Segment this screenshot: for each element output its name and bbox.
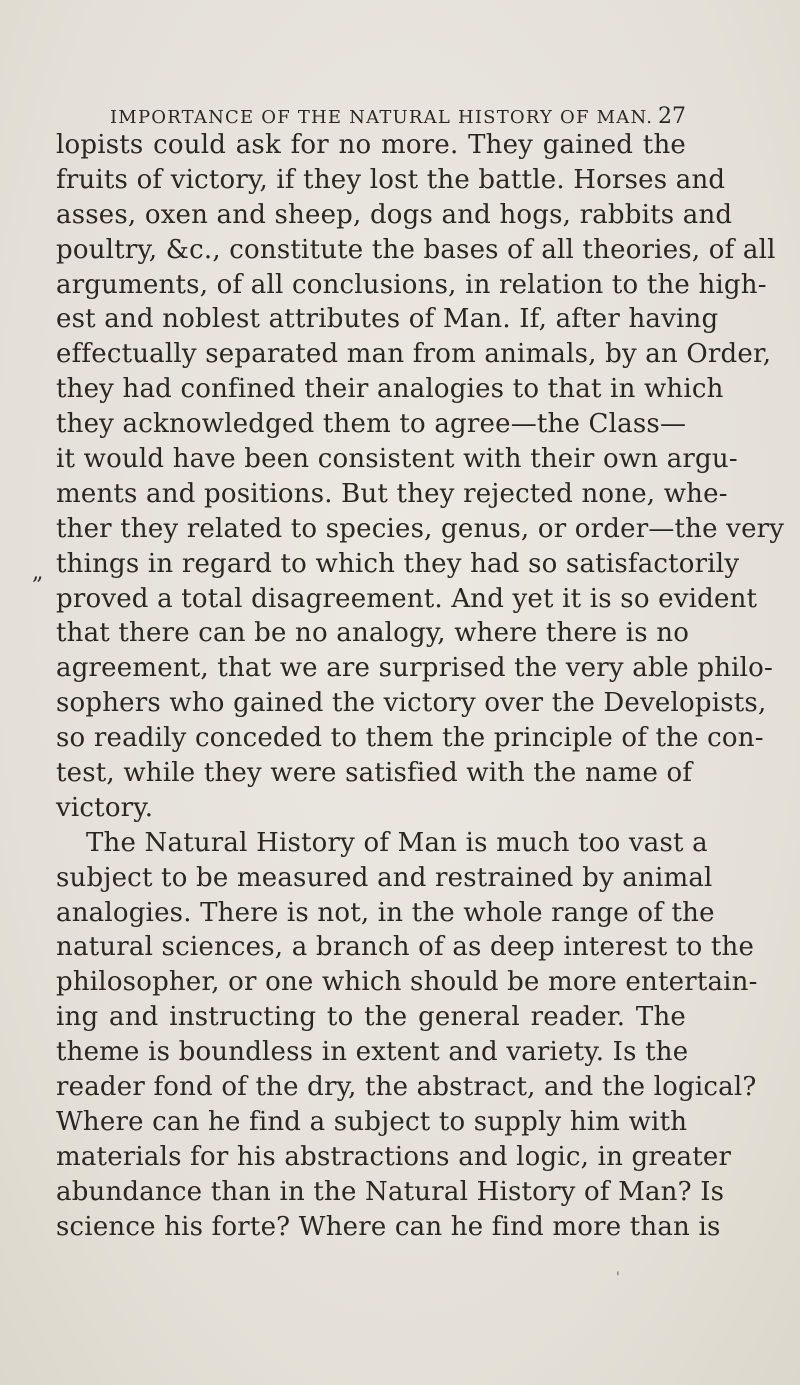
text-line: proved a total disagreement. And yet it is so evident bbox=[56, 583, 758, 614]
text-line: agreement, that we are surprised the very able philo- bbox=[56, 653, 774, 684]
margin-mark: „ bbox=[32, 560, 44, 585]
text-line: reader fond of the dry, the abstract, and the logical? bbox=[56, 1072, 757, 1103]
text-line: subject to be measured and restrained by animal bbox=[56, 862, 713, 893]
text-line: arguments, of all conclusions, in relation to the high- bbox=[56, 269, 767, 300]
body-text bbox=[56, 128, 785, 1245]
text-line: abundance than in the Natural History of Man? Is bbox=[56, 1176, 725, 1207]
text-line: ments and positions. But they rejected none, whe- bbox=[56, 478, 728, 509]
text-line: asses, oxen and sheep, dogs and hogs, rabbits and bbox=[56, 199, 733, 230]
text-line: lopists could ask for no more. They gained the bbox=[56, 130, 686, 160]
text-line: test, while they were satisfied with the name of bbox=[56, 758, 693, 789]
text-line: est and noblest attributes of Man. If, after having bbox=[56, 304, 719, 335]
page-number: 27 bbox=[658, 104, 686, 129]
paragraph-end-line: victory. bbox=[56, 792, 154, 823]
text-line: they had confined their analogies to that in which bbox=[56, 374, 724, 405]
text-line: so readily conceded to them the principle of the con- bbox=[56, 723, 764, 754]
text-line: ther they related to species, genus, or order—the very bbox=[56, 513, 785, 544]
text-line: theme is boundless in extent and variety. Is the bbox=[56, 1037, 689, 1068]
text-line: science his forte? Where can he find more than is bbox=[56, 1211, 721, 1242]
paragraph-start-line: The Natural History of Man is much too vast a bbox=[86, 827, 708, 858]
text-line: analogies. There is not, in the whole range of the bbox=[56, 897, 715, 928]
text-line: Where can he find a subject to supply him with bbox=[56, 1106, 688, 1137]
text-line: they acknowledged them to agree—the Class— bbox=[56, 409, 687, 440]
text-line: effectually separated man from animals, by an Order, bbox=[56, 339, 772, 370]
text-line: fruits of victory, if they lost the battle. Horses and bbox=[56, 164, 726, 195]
text-line: ing and instructing to the general reader. The bbox=[56, 1002, 686, 1033]
stray-mark: ' bbox=[616, 1270, 620, 1286]
text-line: materials for his abstractions and logic, in greater bbox=[56, 1141, 732, 1172]
text-line: it would have been consistent with their own argu- bbox=[56, 444, 738, 475]
text-line: natural sciences, a branch of as deep interest to the bbox=[56, 932, 755, 963]
text-line: that there can be no analogy, where there is no bbox=[56, 618, 690, 649]
running-title: IMPORTANCE OF THE NATURAL HISTORY OF MAN. bbox=[110, 107, 654, 128]
text-line: poultry, &c., constitute the bases of all theories, of all bbox=[56, 234, 776, 265]
text-line: sophers who gained the victory over the Developists, bbox=[56, 688, 767, 719]
running-head bbox=[110, 104, 686, 129]
text-line: philosopher, or one which should be more entertain- bbox=[56, 967, 758, 998]
text-line: things in regard to which they had so satisfactorily bbox=[56, 548, 740, 579]
